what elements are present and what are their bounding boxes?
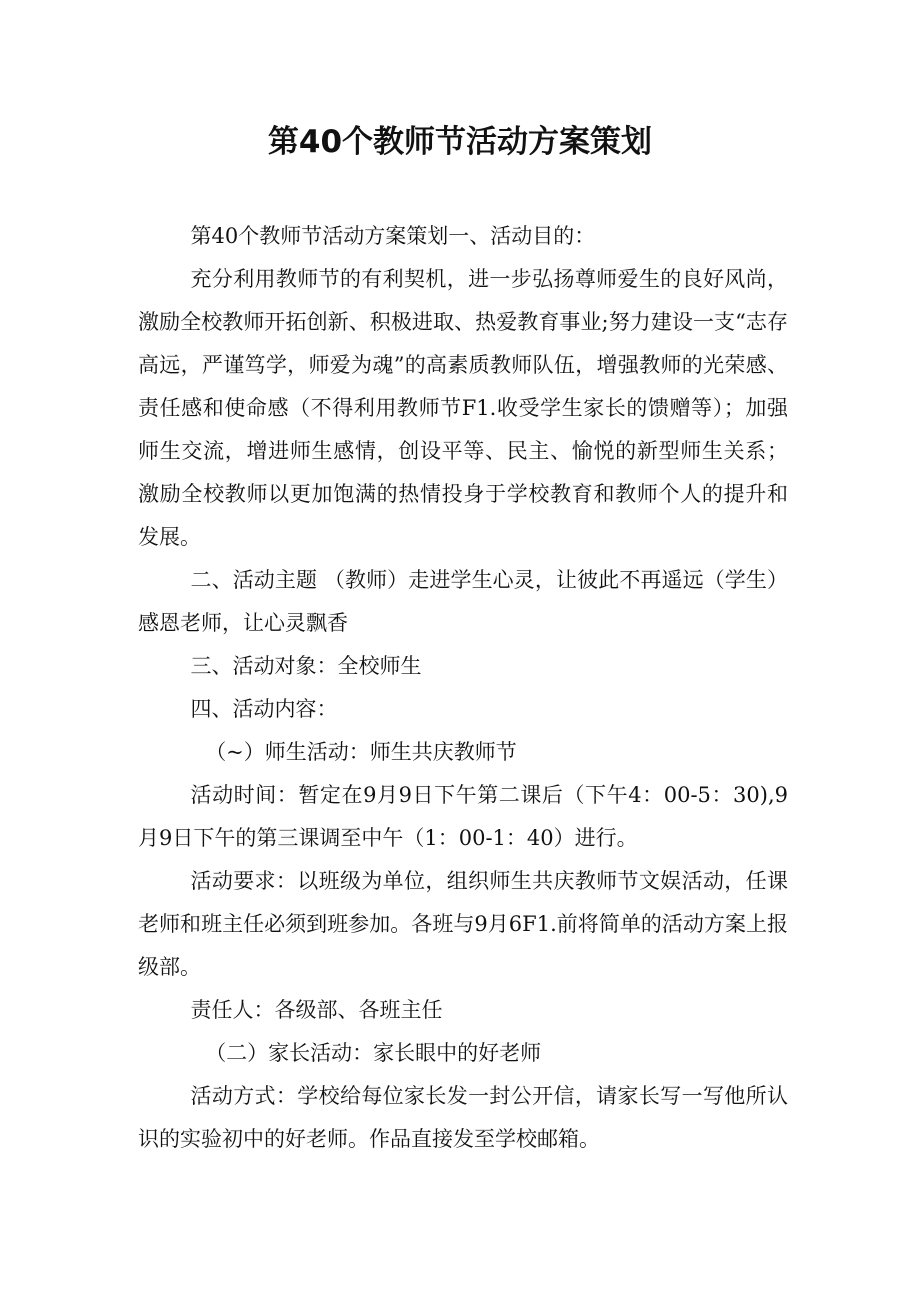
- document-body: [138, 215, 788, 1161]
- paragraph-teacher-student-activity: （~）师生活动：师生共庆教师节: [205, 740, 517, 764]
- paragraph-participants: 三、活动对象：全校师生: [190, 654, 422, 678]
- paragraph-activity-requirement: 活动要求：以班级为单位，组织师生共庆教师节文娱活动，任课老师和班主任必须到班参加。各班与9月6F1.前将简单的活动方案上报级部。: [138, 869, 788, 979]
- paragraph-purpose: 充分利用教师节的有利契机，进一步弘扬尊师爱生的良好风尚，激励全校教师开拓创新、积极进取、热爱教育事业;努力建设一支“志存高远，严谨笃学，师爱为魂”的高素质教师队伍，增强教师的光荣感、责任感和使命感（不得利用教师节F1.收受学生家长的馈赠等）；加强师生交流，增进师生感情，创设平等、民主、愉悦的新型师生关系；激励全校教师以更加饱满的热情投身于学校教育和教师个人的提升和发展。: [138, 267, 788, 549]
- paragraph-parent-activity: （二）家长活动：家长眼中的好老师: [205, 1041, 542, 1065]
- paragraph-responsible: 责任人：各级部、各班主任: [190, 998, 443, 1022]
- paragraph-activity-method: 活动方式：学校给每位家长发一封公开信，请家长写一写他所认识的实验初中的好老师。作品直接发至学校邮箱。: [138, 1084, 788, 1151]
- paragraph-theme: 二、活动主题 （教师）走进学生心灵，让彼此不再遥远（学生）感恩老师，让心灵飘香: [138, 568, 788, 635]
- paragraph-content-heading: 四、活动内容：: [190, 697, 338, 721]
- document-title: 第40个教师节活动方案策划: [267, 124, 653, 160]
- paragraph-intro: 第40个教师节活动方案策划一、活动目的：: [190, 224, 596, 248]
- paragraph-activity-time: 活动时间：暂定在9月9日下午第二课后（下午4：00-5：30),9月9日下午的第三课调至中午（1：00-1：40）进行。: [138, 783, 788, 850]
